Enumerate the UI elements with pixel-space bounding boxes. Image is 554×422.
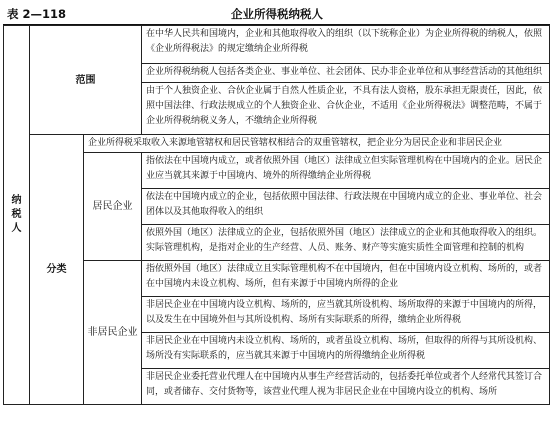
resident-row-1: 指依法在中国境内成立，或者依照外国（地区）法律成立但实际管理机构在中国境内的企业。居民企业应当就其来源于中国境内、境外的所得缴纳企业所得税 [142, 153, 550, 189]
table-title: 企业所得税纳税人 [231, 7, 323, 21]
resident-row-2: 依法在中国境内成立的企业，包括依照中国法律、行政法规在中国境内成立的企业、事业单位、社会团体以及其他取得收入的组织 [142, 189, 550, 225]
scope-row-3: 由于个人独资企业、合伙企业属于自然人性质企业，不具有法人资格，股东承担无限责任，因此，依照中国法律、行政法规成立的个人独资企业、合伙企业，不适用《企业所得税法》调整范畴，不属于企业所得税纳税义务人，不缴纳企业所得税 [142, 83, 550, 135]
resident-row-3: 依照外国（地区）法律成立的企业，包括依照外国（地区）法律成立的企业和其他取得收入的组织。实际管理机构，是指对企业的生产经营、人员、账务、财产等实施实质性全面管理和控制的机构 [142, 225, 550, 261]
nonresident-row-4: 非居民企业委托营业代理人在中国境内从事生产经营活动的，包括委托单位或者个人经常代其签订合同，或者储存、交付货物等，该营业代理人视为非居民企业在中国境内设立的机构、场所 [142, 369, 550, 405]
table-row [4, 153, 550, 189]
classification-intro: 企业所得税采取收入来源地管辖权和居民管辖权相结合的双重管辖权，把企业分为居民企业和非居民企业 [84, 135, 550, 153]
nonresident-row-1: 指依照外国（地区）法律成立且实际管理机构不在中国境内，但在中国境内设立机构、场所的，或者在中国境内未设立机构、场所，但有来源于中国境内所得的企业 [142, 261, 550, 297]
classification-header [30, 135, 84, 405]
table-row [4, 26, 550, 64]
taxpayer-label: 纳税人 [11, 195, 22, 234]
resident-header [84, 153, 142, 261]
scope-header [30, 26, 142, 135]
scope-row-2: 企业所得税纳税人包括各类企业、事业单位、社会团体、民办非企业单位和从事经营活动的其他组织 [142, 64, 550, 83]
nonresident-header [84, 261, 142, 405]
table-row [4, 261, 550, 297]
nonresident-row-2: 非居民企业在中国境内设立机构、场所的，应当就其所设机构、场所取得的来源于中国境内的所得，以及发生在中国境外但与其所设机构、场所有实际联系的所得，缴纳企业所得税 [142, 297, 550, 333]
scope-label: 范围 [75, 74, 96, 86]
classification-label: 分类 [46, 264, 67, 275]
resident-label: 居民企业 [92, 201, 133, 212]
scope-row-1: 在中华人民共和国境内，企业和其他取得收入的组织（以下统称企业）为企业所得税的纳税人，依照《企业所得税法》的规定缴纳企业所得税 [142, 26, 550, 64]
table-caption [3, 6, 551, 22]
nonresident-row-3: 非居民企业在中国境内未设立机构、场所的，或者虽设立机构、场所，但取得的所得与其所设机构、场所没有实际联系的，应当就其来源于中国境内的所得缴纳企业所得税 [142, 333, 550, 369]
table-row [4, 135, 550, 153]
nonresident-label: 非居民企业 [87, 327, 138, 338]
taxpayer-table [3, 25, 550, 405]
taxpayer-header [4, 26, 30, 405]
table-label: 表 2—118 [7, 7, 67, 21]
